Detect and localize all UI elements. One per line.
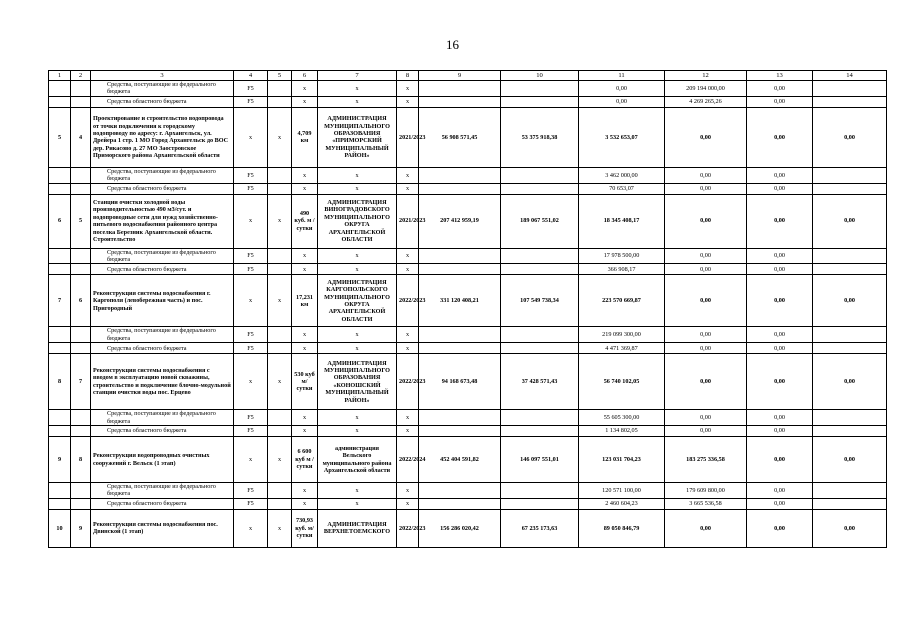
program-table <box>48 70 887 548</box>
cell-num <box>49 96 71 107</box>
cell-total <box>419 264 501 275</box>
cell-num <box>49 343 71 354</box>
cell-col-11: 120 571 100,00 <box>579 483 665 499</box>
cell-num <box>49 498 71 509</box>
cell-col-10: 107 549 738,34 <box>501 275 579 327</box>
cell-executor: x <box>318 426 397 437</box>
cell-col-13: 0,00 <box>747 194 813 248</box>
cell-col-11: 56 740 102,05 <box>579 354 665 410</box>
object-row <box>49 275 887 327</box>
cell-executor: АДМИНИСТРАЦИЯ КАРГОПОЛЬСКОГО МУНИЦИПАЛЬНОГО ОКРУГА АРХАНГЕЛЬСКОЙ ОБЛАСТИ <box>318 275 397 327</box>
funding-row <box>49 183 887 194</box>
cell-code: F5 <box>234 248 268 264</box>
cell-total <box>419 426 501 437</box>
funding-row <box>49 327 887 343</box>
cell-col-10 <box>501 96 579 107</box>
cell-period: 2022/2023 <box>397 275 419 327</box>
cell-period: x <box>397 343 419 354</box>
cell-col-14 <box>813 167 887 183</box>
column-number-cell: 13 <box>747 71 813 81</box>
cell-col-14: 0,00 <box>813 437 887 483</box>
cell-col-5 <box>268 343 292 354</box>
cell-sub-num <box>71 81 91 97</box>
cell-total <box>419 343 501 354</box>
cell-col-13: 0,00 <box>747 354 813 410</box>
cell-code: x <box>234 509 268 547</box>
cell-code: x <box>234 437 268 483</box>
cell-col-13: 0,00 <box>747 183 813 194</box>
cell-col-13: 0,00 <box>747 107 813 167</box>
cell-col-11: 1 134 802,05 <box>579 426 665 437</box>
cell-code: F5 <box>234 498 268 509</box>
cell-num <box>49 81 71 97</box>
cell-executor: x <box>318 498 397 509</box>
cell-col-13: 0,00 <box>747 410 813 426</box>
cell-period: 2022/2024 <box>397 437 419 483</box>
cell-col-12: 179 609 800,00 <box>665 483 747 499</box>
cell-col-14 <box>813 498 887 509</box>
cell-col-14 <box>813 327 887 343</box>
cell-col-5 <box>268 183 292 194</box>
cell-col-5 <box>268 426 292 437</box>
cell-col-11: 4 471 369,87 <box>579 343 665 354</box>
cell-col-12: 209 194 000,00 <box>665 81 747 97</box>
object-row <box>49 107 887 167</box>
cell-sub-num <box>71 343 91 354</box>
cell-col-10: 189 067 551,02 <box>501 194 579 248</box>
cell-capacity: 6 600 куб м / сутки <box>292 437 318 483</box>
cell-col-12: 0,00 <box>665 410 747 426</box>
cell-capacity: x <box>292 498 318 509</box>
cell-sub-num <box>71 167 91 183</box>
column-number-cell: 4 <box>234 71 268 81</box>
cell-sub-num <box>71 183 91 194</box>
cell-capacity: x <box>292 96 318 107</box>
cell-num <box>49 327 71 343</box>
cell-description: Реконструкция системы водоснабжения г. Каргополя (левобережная часть) и пос. Пригородный <box>91 275 234 327</box>
cell-executor: x <box>318 96 397 107</box>
cell-code: x <box>234 354 268 410</box>
cell-col-14 <box>813 426 887 437</box>
column-number-cell: 6 <box>292 71 318 81</box>
cell-num: 8 <box>49 354 71 410</box>
cell-code: F5 <box>234 426 268 437</box>
funding-row <box>49 483 887 499</box>
cell-col-14: 0,00 <box>813 509 887 547</box>
cell-sub-num: 6 <box>71 275 91 327</box>
cell-capacity: x <box>292 343 318 354</box>
cell-code: F5 <box>234 343 268 354</box>
cell-executor: x <box>318 410 397 426</box>
object-row <box>49 509 887 547</box>
cell-sub-num <box>71 498 91 509</box>
cell-total: 94 168 673,48 <box>419 354 501 410</box>
cell-sub-num <box>71 96 91 107</box>
cell-capacity: x <box>292 81 318 97</box>
cell-capacity: x <box>292 183 318 194</box>
funding-row <box>49 264 887 275</box>
cell-capacity: x <box>292 264 318 275</box>
cell-description: Средства областного бюджета <box>91 96 234 107</box>
cell-col-5 <box>268 96 292 107</box>
cell-executor: x <box>318 167 397 183</box>
cell-col-13: 0,00 <box>747 96 813 107</box>
cell-total <box>419 96 501 107</box>
cell-period: x <box>397 498 419 509</box>
page-number: 16 <box>446 37 459 52</box>
cell-code: F5 <box>234 264 268 275</box>
cell-executor: АДМИНИСТРАЦИЯ МУНИЦИПАЛЬНОГО ОБРАЗОВАНИЯ «КОНОШСКИЙ МУНИЦИПАЛЬНЫЙ РАЙОН» <box>318 354 397 410</box>
cell-total <box>419 183 501 194</box>
cell-capacity: 730,93 куб. м/сутки <box>292 509 318 547</box>
cell-description: Средства областного бюджета <box>91 498 234 509</box>
cell-capacity: x <box>292 426 318 437</box>
cell-sub-num: 8 <box>71 437 91 483</box>
cell-col-12: 183 275 336,58 <box>665 437 747 483</box>
cell-col-5 <box>268 327 292 343</box>
cell-col-12: 0,00 <box>665 183 747 194</box>
cell-executor: x <box>318 343 397 354</box>
column-number-cell: 10 <box>501 71 579 81</box>
funding-row <box>49 498 887 509</box>
cell-col-14: 0,00 <box>813 354 887 410</box>
cell-description: Средства, поступающие из федерального бюджета <box>91 81 234 97</box>
cell-col-10 <box>501 410 579 426</box>
cell-code: F5 <box>234 167 268 183</box>
funding-row <box>49 426 887 437</box>
cell-col-11: 219 099 300,00 <box>579 327 665 343</box>
object-row <box>49 354 887 410</box>
funding-row <box>49 410 887 426</box>
cell-col-10: 67 235 173,63 <box>501 509 579 547</box>
cell-col-12: 0,00 <box>665 107 747 167</box>
cell-col-11: 366 908,17 <box>579 264 665 275</box>
cell-executor: x <box>318 327 397 343</box>
cell-col-13: 0,00 <box>747 275 813 327</box>
cell-col-12: 0,00 <box>665 167 747 183</box>
cell-description: Средства, поступающие из федерального бюджета <box>91 483 234 499</box>
cell-col-12: 0,00 <box>665 194 747 248</box>
cell-capacity: x <box>292 167 318 183</box>
cell-executor: АДМИНИСТРАЦИЯ ВИНОГРАДОВСКОГО МУНИЦИПАЛЬНОГО ОКРУГА АРХАНГЕЛЬСКОЙ ОБЛАСТИ <box>318 194 397 248</box>
cell-executor: АДМИНИСТРАЦИЯ МУНИЦИПАЛЬНОГО ОБРАЗОВАНИЯ «ПРИМОРСКИЙ МУНИЦИПАЛЬНЫЙ РАЙОН» <box>318 107 397 167</box>
cell-col-13: 0,00 <box>747 498 813 509</box>
cell-total: 156 286 020,42 <box>419 509 501 547</box>
cell-capacity: 4,709 км <box>292 107 318 167</box>
cell-capacity: 530 куб м/сутки <box>292 354 318 410</box>
column-number-cell: 3 <box>91 71 234 81</box>
cell-description: Реконструкция водопроводных очистных сооружений г. Вельск (1 этап) <box>91 437 234 483</box>
funding-row <box>49 248 887 264</box>
cell-sub-num: 9 <box>71 509 91 547</box>
cell-col-10 <box>501 167 579 183</box>
cell-col-5: x <box>268 107 292 167</box>
cell-col-14 <box>813 81 887 97</box>
cell-col-10 <box>501 248 579 264</box>
cell-num <box>49 167 71 183</box>
cell-sub-num <box>71 483 91 499</box>
cell-num: 9 <box>49 437 71 483</box>
cell-description: Средства областного бюджета <box>91 264 234 275</box>
funding-row <box>49 81 887 97</box>
cell-total: 452 404 591,82 <box>419 437 501 483</box>
cell-col-13: 0,00 <box>747 81 813 97</box>
cell-col-5: x <box>268 354 292 410</box>
column-number-cell: 1 <box>49 71 71 81</box>
cell-col-10 <box>501 483 579 499</box>
cell-col-11: 18 345 408,17 <box>579 194 665 248</box>
cell-num <box>49 264 71 275</box>
cell-code: F5 <box>234 327 268 343</box>
cell-description: Средства, поступающие из федерального бюджета <box>91 167 234 183</box>
cell-period: x <box>397 264 419 275</box>
cell-col-5 <box>268 410 292 426</box>
column-number-cell: 7 <box>318 71 397 81</box>
cell-period: x <box>397 183 419 194</box>
cell-col-11: 17 978 500,00 <box>579 248 665 264</box>
column-numbers-row <box>49 71 887 81</box>
cell-total <box>419 81 501 97</box>
cell-period: 2022/2023 <box>397 509 419 547</box>
cell-col-13: 0,00 <box>747 437 813 483</box>
cell-period: x <box>397 81 419 97</box>
cell-col-13: 0,00 <box>747 264 813 275</box>
cell-code: F5 <box>234 183 268 194</box>
cell-num <box>49 248 71 264</box>
cell-col-10 <box>501 327 579 343</box>
cell-col-10 <box>501 81 579 97</box>
cell-col-11: 55 605 300,00 <box>579 410 665 426</box>
cell-capacity: 17,231 км <box>292 275 318 327</box>
cell-description: Средства областного бюджета <box>91 343 234 354</box>
cell-col-10: 53 375 918,38 <box>501 107 579 167</box>
cell-col-11: 223 570 669,87 <box>579 275 665 327</box>
cell-code: F5 <box>234 410 268 426</box>
cell-total: 331 120 408,21 <box>419 275 501 327</box>
cell-description: Реконструкция системы водоснабжения с вводом в эксплуатацию новой скважины, строительство и подключение блочно-модульной станции очистки воды пос. Ерцево <box>91 354 234 410</box>
cell-executor: x <box>318 248 397 264</box>
cell-col-5: x <box>268 437 292 483</box>
cell-col-10: 37 428 571,43 <box>501 354 579 410</box>
cell-col-13: 0,00 <box>747 167 813 183</box>
cell-num <box>49 183 71 194</box>
cell-capacity: x <box>292 483 318 499</box>
cell-col-10 <box>501 183 579 194</box>
cell-col-14 <box>813 343 887 354</box>
cell-col-11: 3 532 653,07 <box>579 107 665 167</box>
cell-col-14 <box>813 264 887 275</box>
cell-col-10 <box>501 498 579 509</box>
cell-col-5 <box>268 167 292 183</box>
cell-sub-num: 4 <box>71 107 91 167</box>
column-number-cell: 11 <box>579 71 665 81</box>
cell-sub-num <box>71 248 91 264</box>
cell-period: x <box>397 96 419 107</box>
cell-capacity: x <box>292 327 318 343</box>
cell-col-10 <box>501 343 579 354</box>
cell-col-5 <box>268 81 292 97</box>
cell-col-14 <box>813 183 887 194</box>
cell-col-5: x <box>268 194 292 248</box>
cell-sub-num <box>71 410 91 426</box>
cell-col-13: 0,00 <box>747 248 813 264</box>
column-number-cell: 5 <box>268 71 292 81</box>
cell-col-12: 0,00 <box>665 275 747 327</box>
cell-col-11: 0,00 <box>579 81 665 97</box>
cell-description: Станции очистки холодной воды производительностью 490 м3/сут. и водопроводные сети для нужд хозяйственно-питьевого водоснабжения районного центра поселка Березник Архангельской области. Строительство <box>91 194 234 248</box>
cell-col-11: 70 653,07 <box>579 183 665 194</box>
cell-col-13: 0,00 <box>747 509 813 547</box>
cell-num: 7 <box>49 275 71 327</box>
cell-code: x <box>234 107 268 167</box>
cell-period: 2022/2023 <box>397 354 419 410</box>
cell-description: Средства областного бюджета <box>91 426 234 437</box>
cell-period: x <box>397 248 419 264</box>
cell-num: 6 <box>49 194 71 248</box>
cell-col-14: 0,00 <box>813 275 887 327</box>
cell-executor: x <box>318 264 397 275</box>
cell-col-12: 0,00 <box>665 343 747 354</box>
cell-description: Проектирование и строительство водопровода от точки подключения к городскому водопроводу по адресу: г. Архангельск, ул. Дрейера 1 стр. 1 МО Город Архангельск до ВОС дер. Рикасово д. 27 МО Заостровское Приморского района Архангельской области <box>91 107 234 167</box>
cell-period: x <box>397 483 419 499</box>
column-number-cell: 12 <box>665 71 747 81</box>
cell-col-12: 0,00 <box>665 509 747 547</box>
cell-total <box>419 483 501 499</box>
cell-col-13: 0,00 <box>747 343 813 354</box>
cell-executor: x <box>318 183 397 194</box>
cell-col-12: 3 665 536,58 <box>665 498 747 509</box>
cell-total: 207 412 959,19 <box>419 194 501 248</box>
cell-period: x <box>397 426 419 437</box>
cell-col-13: 0,00 <box>747 327 813 343</box>
cell-num: 10 <box>49 509 71 547</box>
cell-col-5 <box>268 498 292 509</box>
cell-num: 5 <box>49 107 71 167</box>
cell-col-13: 0,00 <box>747 426 813 437</box>
cell-description: Средства, поступающие из федерального бюджета <box>91 248 234 264</box>
cell-col-14 <box>813 410 887 426</box>
cell-num <box>49 426 71 437</box>
cell-col-11: 2 460 604,23 <box>579 498 665 509</box>
cell-description: Средства, поступающие из федерального бюджета <box>91 327 234 343</box>
column-number-cell: 2 <box>71 71 91 81</box>
cell-total <box>419 410 501 426</box>
cell-total: 56 908 571,45 <box>419 107 501 167</box>
column-number-cell: 14 <box>813 71 887 81</box>
cell-col-11: 3 462 000,00 <box>579 167 665 183</box>
object-row <box>49 194 887 248</box>
cell-col-12: 0,00 <box>665 264 747 275</box>
cell-sub-num: 5 <box>71 194 91 248</box>
cell-num <box>49 483 71 499</box>
cell-sub-num <box>71 426 91 437</box>
cell-col-12: 0,00 <box>665 354 747 410</box>
cell-code: F5 <box>234 81 268 97</box>
cell-col-12: 4 269 265,26 <box>665 96 747 107</box>
column-number-cell: 8 <box>397 71 419 81</box>
cell-col-14: 0,00 <box>813 107 887 167</box>
cell-col-14 <box>813 96 887 107</box>
cell-col-13: 0,00 <box>747 483 813 499</box>
cell-executor: АДМИНИСТРАЦИЯ ВЕРХНЕТОЕМСКОГО <box>318 509 397 547</box>
cell-sub-num <box>71 264 91 275</box>
cell-total <box>419 167 501 183</box>
cell-description: Средства областного бюджета <box>91 183 234 194</box>
cell-period: x <box>397 167 419 183</box>
funding-row <box>49 343 887 354</box>
cell-period: 2021/2023 <box>397 107 419 167</box>
cell-col-11: 0,00 <box>579 96 665 107</box>
cell-executor: x <box>318 81 397 97</box>
cell-period: x <box>397 410 419 426</box>
cell-col-12: 0,00 <box>665 248 747 264</box>
cell-col-10 <box>501 264 579 275</box>
cell-total <box>419 498 501 509</box>
cell-col-10 <box>501 426 579 437</box>
cell-sub-num: 7 <box>71 354 91 410</box>
cell-code: x <box>234 275 268 327</box>
cell-col-10: 146 097 551,01 <box>501 437 579 483</box>
cell-col-5 <box>268 264 292 275</box>
cell-num <box>49 410 71 426</box>
cell-period: 2021/2023 <box>397 194 419 248</box>
cell-col-12: 0,00 <box>665 327 747 343</box>
cell-total <box>419 248 501 264</box>
cell-executor: x <box>318 483 397 499</box>
cell-description: Реконструкция системы водоснабжения пос. Двинской (1 этап) <box>91 509 234 547</box>
cell-col-5 <box>268 248 292 264</box>
cell-col-5: x <box>268 509 292 547</box>
cell-col-5: x <box>268 275 292 327</box>
cell-code: x <box>234 194 268 248</box>
cell-capacity: x <box>292 410 318 426</box>
cell-col-14: 0,00 <box>813 194 887 248</box>
cell-sub-num <box>71 327 91 343</box>
column-number-cell: 9 <box>419 71 501 81</box>
cell-col-11: 89 050 846,79 <box>579 509 665 547</box>
cell-executor: администрация Вельского муниципального района Архангельской области <box>318 437 397 483</box>
cell-code: F5 <box>234 96 268 107</box>
cell-col-14 <box>813 483 887 499</box>
cell-col-11: 123 031 704,23 <box>579 437 665 483</box>
cell-period: x <box>397 327 419 343</box>
cell-capacity: 490 куб. м / сутки <box>292 194 318 248</box>
cell-code: F5 <box>234 483 268 499</box>
object-row <box>49 437 887 483</box>
funding-row <box>49 96 887 107</box>
cell-capacity: x <box>292 248 318 264</box>
cell-total <box>419 327 501 343</box>
cell-col-12: 0,00 <box>665 426 747 437</box>
cell-description: Средства, поступающие из федерального бюджета <box>91 410 234 426</box>
funding-row <box>49 167 887 183</box>
cell-col-5 <box>268 483 292 499</box>
cell-col-14 <box>813 248 887 264</box>
